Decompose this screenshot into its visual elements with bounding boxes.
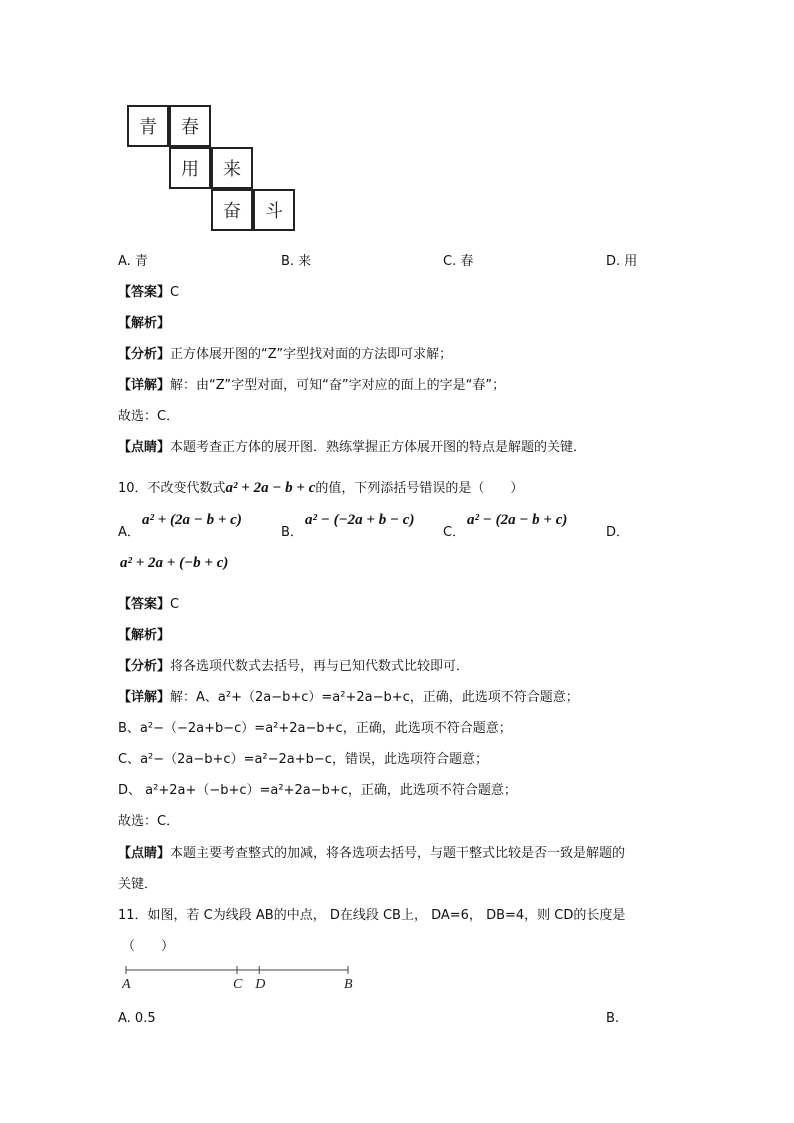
- comment-text: 本题考查正方体的展开图．熟练掌握正方体展开图的特点是解题的关键．: [170, 440, 587, 455]
- q9-analysis: [118, 343, 452, 362]
- q9-option-d: D. 用: [606, 254, 638, 269]
- q10-option-c-label: C．: [443, 525, 466, 540]
- q10-detail-line-c: C、a²−（2a−b+c）=a²−2a+b−c，错误，此选项符合题意；: [118, 752, 488, 767]
- q11-stem-line2: （ ）: [122, 939, 175, 954]
- q11-stem-line1: 11．如图，若 C为线段 AB的中点， D在线段 CB上， DA=6， DB=4，则 CD的长度是: [118, 908, 626, 923]
- point-label-c: C: [233, 977, 243, 992]
- point-label-b: B: [344, 977, 353, 992]
- answer-value: C: [170, 597, 180, 612]
- analysis-tag: 【分析】: [118, 659, 171, 674]
- q10-stem-before: 10．不改变代数式: [118, 481, 226, 496]
- q9-answer: [118, 281, 179, 300]
- q10-detail-line-d: D、 a²+2a+（−b+c）=a²+2a−b+c，正确，此选项不符合题意；: [118, 783, 517, 798]
- q10-explain-tag: 【解析】: [118, 628, 171, 643]
- q10-stem-after: 的值，下列添括号错误的是（ ）: [315, 481, 524, 496]
- q9-explain-tag: 【解析】: [118, 316, 171, 331]
- q10-option-a-expr: a² + (2a − b + c): [142, 512, 242, 528]
- q10-option-b-label: B．: [281, 525, 303, 540]
- q10-option-a-label: A．: [118, 525, 140, 540]
- q10-option-b-expr: a² − (−2a + b − c): [305, 512, 415, 528]
- detail-text: 解：由“Z”字型对面，可知“奋”字对应的面上的字是“春”；: [170, 378, 506, 393]
- analysis-text: 正方体展开图的“Z”字型找对面的方法即可求解；: [170, 347, 453, 362]
- q9-option-b: B. 来: [281, 254, 312, 269]
- net-cell-2: 春: [169, 105, 211, 147]
- detail-line-a: 解：A、a²+（2a−b+c）=a²+2a−b+c，正确，此选项不符合题意；: [170, 690, 579, 705]
- q10-answer: [118, 593, 179, 612]
- analysis-tag: 【分析】: [118, 347, 171, 362]
- net-cell-1: 青: [127, 105, 169, 147]
- detail-tag: 【详解】: [118, 690, 171, 705]
- net-cell-5: 奋: [211, 189, 253, 231]
- q11-option-b: B.: [606, 1011, 620, 1026]
- q10-detail: [118, 686, 579, 705]
- detail-tag: 【详解】: [118, 378, 171, 393]
- q11-option-a: A. 0.5: [118, 1011, 156, 1026]
- point-label-a: A: [122, 977, 131, 992]
- q10-conclusion: 故选：C．: [118, 814, 180, 829]
- q9-option-c: C. 春: [443, 254, 474, 269]
- comment-tag: 【点睛】: [118, 846, 171, 861]
- q10-detail-line-b: B、a²−（−2a+b−c）=a²+2a−b+c，正确，此选项不符合题意；: [118, 721, 512, 736]
- q10-comment: [118, 842, 625, 861]
- q9-detail: [118, 374, 505, 393]
- answer-tag: 【答案】: [118, 597, 171, 612]
- analysis-text: 将各选项代数式去括号，再与已知代数式比较即可．: [170, 659, 470, 674]
- q10-option-d-expr: a² + 2a + (−b + c): [120, 555, 229, 571]
- answer-value: C: [170, 285, 180, 300]
- comment-text: 本题主要考查整式的加减，将各选项去括号，与题干整式比较是否一致是解题的: [170, 846, 626, 861]
- q9-option-a: A. 青: [118, 254, 148, 269]
- answer-tag: 【答案】: [118, 285, 171, 300]
- q10-option-d-label: D．: [606, 525, 630, 540]
- q10-stem-expr: a² + 2a − b + c: [225, 480, 316, 496]
- q10-comment-line2: 关键．: [118, 877, 158, 892]
- q9-comment: [118, 436, 586, 455]
- segment-figure: [115, 960, 375, 1000]
- net-cell-4: 来: [211, 147, 253, 189]
- q10-stem: [118, 477, 523, 497]
- comment-tag: 【点睛】: [118, 440, 171, 455]
- q10-analysis: [118, 655, 469, 674]
- net-cell-3: 用: [169, 147, 211, 189]
- q10-option-c-expr: a² − (2a − b + c): [467, 512, 568, 528]
- net-cell-6: 斗: [253, 189, 295, 231]
- point-label-d: D: [255, 977, 266, 992]
- q9-conclusion: 故选：C．: [118, 409, 180, 424]
